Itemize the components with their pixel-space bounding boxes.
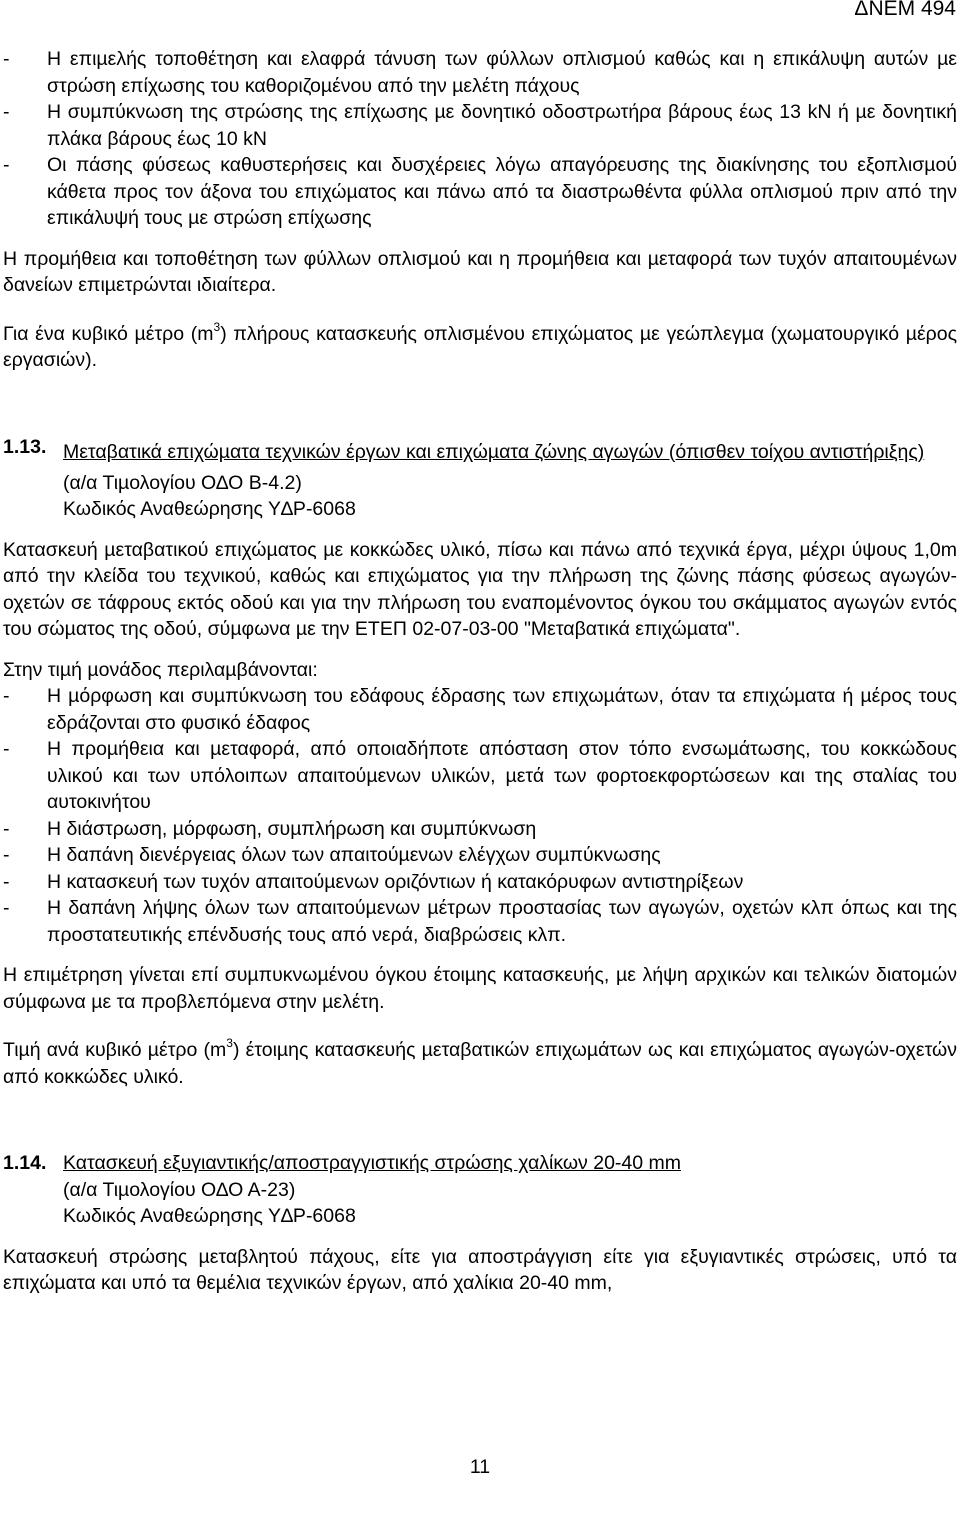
includes-intro: Στην τιµή µονάδος περιλαµβάνονται:	[3, 658, 318, 681]
superscript: 3	[226, 1036, 233, 1050]
bullet-list-includes	[3, 683, 957, 948]
list-item: - Η διάστρωση, µόρφωση, συµπλήρωση και συµπύκνωση	[3, 816, 957, 843]
paragraph-unit-price-reinforced: Για ένα κυβικό µέτρο $(m^3)$ πλήρους κατασκευής οπλισµένου επιχώµατος µε γεώπλεγµα (χωµατουργικό µέρος εργασιών).	[3, 319, 957, 371]
list-item: - Η δαπάνη διενέργειας όλων των απαιτούµενων ελέγχων συµπύκνωσης	[3, 842, 957, 869]
document-code: ΔΝΕΜ 494	[854, 0, 956, 20]
section-title: Μεταβατικά επιχώµατα τεχνικών έργων και επιχώµατα ζώνης αγωγών (όπισθεν τοίχου αντιστήριξης)	[63, 440, 925, 463]
section-code: Κωδικός Αναθεώρησης Υ∆Ρ-6068	[63, 1205, 356, 1227]
superscript: 3	[213, 319, 221, 334]
section-number: 1.13.	[3, 435, 47, 458]
bullet-list-reinforcement	[3, 46, 957, 232]
section-code: Κωδικός Αναθεώρησης Υ∆Ρ-6068	[63, 498, 356, 520]
list-item: - Η κατασκευή των τυχόν απαιτούµενων οριζόντιων ή κατακόρυφων αντιστηρίξεων	[3, 869, 957, 896]
section-number: 1.14.	[3, 1152, 47, 1174]
section-ref: (α/α Τιµολογίου Ο∆Ο Β-4.2)	[63, 471, 302, 494]
measurement-paragraph: Η επιµέτρηση γίνεται επί συµπυκνωµένου όγκου έτοιµης κατασκευής, µε λήψη αρχικών και τελικών διατοµών σύµφωνα µε τα προβλεπόµενα στην µελέτη.	[3, 964, 957, 1013]
list-item: - Η δαπάνη λήψης όλων των απαιτούµενων µέτρων προστασίας των αγωγών, οχετών κλπ όπως και της προστατευτικής επένδυσής τους από νερά, διαβρώσεις κλπ.	[3, 895, 957, 948]
list-item: - Η µόρφωση και συµπύκνωση του εδάφους έδρασης των επιχωµάτων, όταν τα επιχώµατα ή µέρος τους εδράζονται στο φυσικό έδαφος	[3, 683, 957, 736]
list-item: - Η προµήθεια και µεταφορά, από οποιαδήποτε απόσταση στον τόπο ενσωµάτωσης, του κοκκώδους υλικού και των υπόλοιπων απαιτούµενων υλικών, µετά των φορτοεκφορτώσεων και της σταλίας του αυτοκινήτου	[3, 736, 957, 816]
section-heading-1-13	[3, 434, 957, 470]
list-item: - Οι πάσης φύσεως καθυστερήσεις και δυσχέρειες λόγω απαγόρευσης της διακίνησης του εξοπλισµού κάθετα προς τον άξονα του επιχώµατος και πάνω από τα διαστρωθέντα φύλλα οπλισµού πριν από την επικάλυψή τους µε στρώση επίχωσης	[3, 152, 957, 232]
page-number: 11	[469, 1456, 491, 1478]
section-description: Κατασκευή στρώσης µεταβλητού πάχους, είτε για αποστράγγιση είτε για εξυγιαντικές στρώσεις, υπό τα επιχώµατα και υπό τα θεµέλια τεχνικών έργων, από χαλίκια 20-40 mm,	[3, 1245, 957, 1294]
section-ref: (α/α Τιµολογίου Ο∆Ο Α-23)	[63, 1178, 296, 1201]
section-description: Κατασκευή µεταβατικού επιχώµατος µε κοκκώδες υλικό, πίσω και πάνω από τεχνικά έργα, µέχρι ύψους 1,0m από την κλείδα του τεχνικού, καθώς και επιχώµατος για την πλήρωση της ζώνης πάσης φύσεως αγωγών-οχετών σε τάφρους εκτός οδού και για την πλήρωση του εναποµένοντος όγκου του σκάµµατος αγωγών εντός του σώµατος της οδού, σύµφωνα µε την ΕΤΕΠ 02-07-03-00 "Μεταβατικά επιχώµατα".	[3, 538, 957, 640]
document-body	[3, 46, 957, 1297]
section-title: Κατασκευή εξυγιαντικής/αποστραγγιστικής στρώσης χαλίκων 20-40 mm	[63, 1152, 682, 1174]
unit-price-paragraph: Τιµή ανά κυβικό µέτρο $(m^3)$ έτοιµης κατασκευής µεταβατικών επιχωµάτων ως και επιχώµατος αγωγών-οχετών από κοκκώδες υλικό.	[3, 1036, 957, 1088]
section-heading-1-14	[3, 1150, 957, 1177]
list-item: - Η επιµελής τοποθέτηση και ελαφρά τάνυση των φύλλων οπλισµού καθώς και η επικάλυψη αυτών µε στρώση επίχωσης του καθοριζοµένου από την µελέτη πάχους	[3, 46, 957, 99]
list-item: - Η συµπύκνωση της στρώσης της επίχωσης µε δονητικό οδοστρωτήρα βάρους έως 13 kN ή µε δονητική πλάκα βάρους έως 10 kN	[3, 99, 957, 152]
paragraph-supply-note: Η προµήθεια και τοποθέτηση των φύλλων οπλισµού και η προµήθεια και µεταφορά των τυχόν απαιτουµένων δανείων επιµετρώνται ιδιαίτερα.	[3, 247, 957, 296]
